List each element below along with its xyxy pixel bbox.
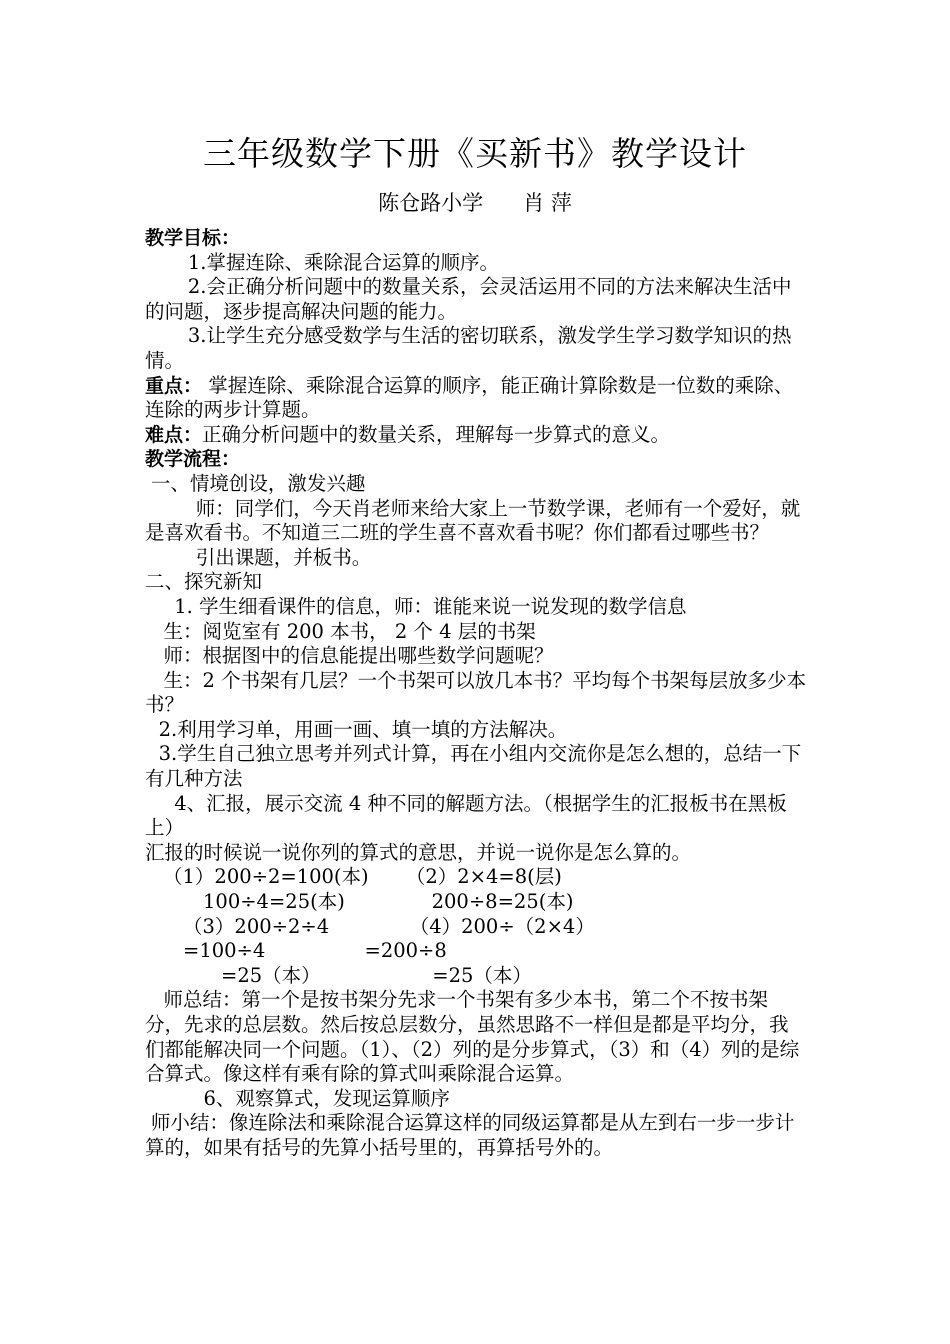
section-paragraph: 6、观察算式，发现运算顺序 (203, 1086, 450, 1110)
section-paragraph: 2.利用学习单，用画一画、填一填的方法解决。 (158, 717, 568, 741)
section-paragraph: 师：根据图中的信息能提出哪些数学问题呢？ (163, 644, 554, 668)
author-line (0, 187, 950, 217)
document-body (145, 226, 807, 1161)
teacher-name: 肖 萍 (523, 191, 572, 215)
calculation-line: （3）200÷2÷4 （4）200÷（2×4） (183, 914, 595, 938)
difficulty-label: 难点： (145, 423, 203, 446)
summary-paragraph: 师总结：第一个是按书架分先求一个书架有多少本书，第二个不按书架分，先求的总层数。然后按总层数分，虽然思路不一样但是都是平均分，我们都能解决同一个问题。（1）、（2）列的是分步算式，（3）和（4）列的是综合算式。像这样有乘有除的算式叫乘除混合运算。 (145, 988, 800, 1086)
objective-item: 3.让学生充分感受数学与生活的密切联系，激发学生学习数学知识的热情。 (145, 324, 792, 372)
section-paragraph: 师：同学们，今天肖老师来给大家上一节数学课，老师有一个爱好，就是喜欢看书。不知道三二班的学生喜不喜欢看书呢？你们都看过哪些书？ (145, 496, 801, 545)
document-title: 三年级数学下册《买新书》教学设计 (203, 134, 747, 173)
school-name: 陈仓路小学 (378, 191, 484, 215)
section-paragraph: 引出课题，并板书。 (195, 545, 372, 569)
conclusion-paragraph: 师小结：像连除法和乘除混合运算这样的同级运算都是从左到右一步一步计算的，如果有括号的先算小括号里的，再算括号外的。 (145, 1111, 795, 1159)
calculation-line: （1）200÷2=100(本) （2）2×4=8(层) (163, 865, 562, 889)
section-paragraph: 1. 学生细看课件的信息，师：谁能来说一说发现的数学信息 (174, 594, 687, 618)
objective-item: 2.会正确分析问题中的数量关系，会灵活运用不同的方法来解决生活中的问题，逐步提高解决问题的能力。 (145, 275, 792, 323)
section-paragraph: 生：阅览室有 200 本书， 2 个 4 层的书架 (163, 619, 536, 643)
objective-item: 1.掌握连除、乘除混合运算的顺序。 (187, 250, 499, 274)
difficulty (145, 423, 807, 448)
section-title: 二、探究新知 (145, 570, 263, 594)
key-point-text: 掌握连除、乘除混合运算的顺序，能正确计算除数是一位数的乘除、连除的两步计算题。 (145, 373, 794, 422)
key-point (145, 374, 807, 423)
section-paragraph: 生：2 个书架有几层？一个书架可以放几本书？平均每个书架每层放多少本书？ (145, 668, 807, 717)
calculation-line: =100÷4 =200÷8 (183, 939, 447, 963)
calculation-line: 100÷4=25(本) 200÷8=25(本) (203, 890, 574, 914)
section-paragraph: 3.学生自己独立思考并列式计算，再在小组内交流你是怎么想的，总结一下有几种方法 (145, 742, 802, 791)
calculation-line: =25（本） =25（本） (221, 963, 532, 987)
key-point-label: 重点： (145, 374, 203, 397)
process-heading: 教学流程： (145, 448, 241, 471)
section-paragraph: 汇报的时候说一说你列的算式的意思，并说一说你是怎么算的。 (145, 840, 692, 864)
section-title: 一、情境创设，激发兴趣 (150, 471, 366, 495)
section-paragraph: 4、汇报，展示交流 4 种不同的解题方法。（根据学生的汇报板书在黑板上） (145, 791, 787, 840)
objectives-heading: 教学目标： (145, 227, 241, 249)
difficulty-text: 正确分析问题中的数量关系，理解每一步算式的意义。 (202, 422, 671, 446)
